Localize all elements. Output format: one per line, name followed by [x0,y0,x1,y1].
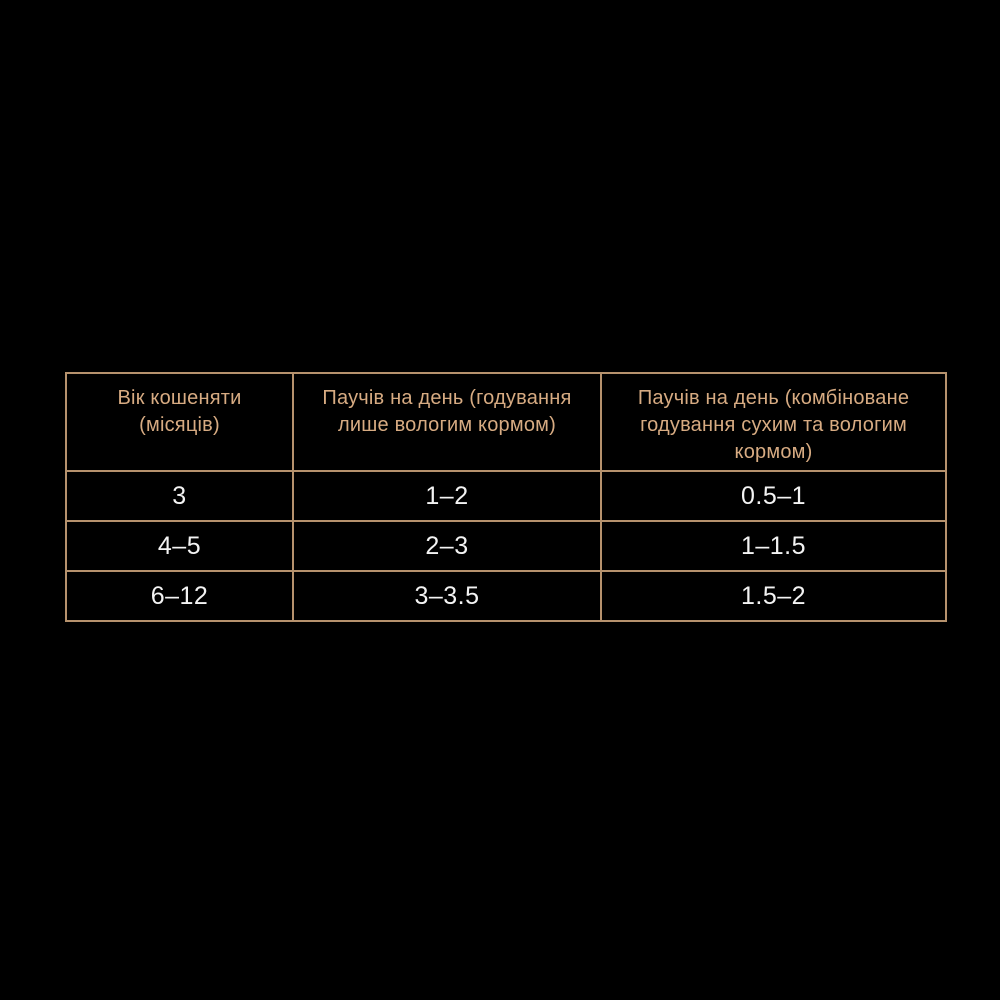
cell-wet-only-row2: 2–3 [293,521,601,571]
kitten-feeding-table [65,372,947,622]
header-cell-kitten-age: Вік кошеняти (місяців) [66,373,293,471]
table-row [66,471,946,521]
cell-combined-row2: 1–1.5 [601,521,946,571]
table-row [66,521,946,571]
cell-age-row2: 4–5 [66,521,293,571]
cell-wet-only-row1: 1–2 [293,471,601,521]
header-cell-pouches-wet-only: Паучів на день (годування лише вологим кормом) [293,373,601,471]
cell-age-row1: 3 [66,471,293,521]
header-cell-pouches-combined: Паучів на день (комбіноване годування сухим та вологим кормом) [601,373,946,471]
cell-combined-row3: 1.5–2 [601,571,946,621]
cell-age-row3: 6–12 [66,571,293,621]
cell-combined-row1: 0.5–1 [601,471,946,521]
table-header-row [66,373,946,471]
table-row [66,571,946,621]
cell-wet-only-row3: 3–3.5 [293,571,601,621]
